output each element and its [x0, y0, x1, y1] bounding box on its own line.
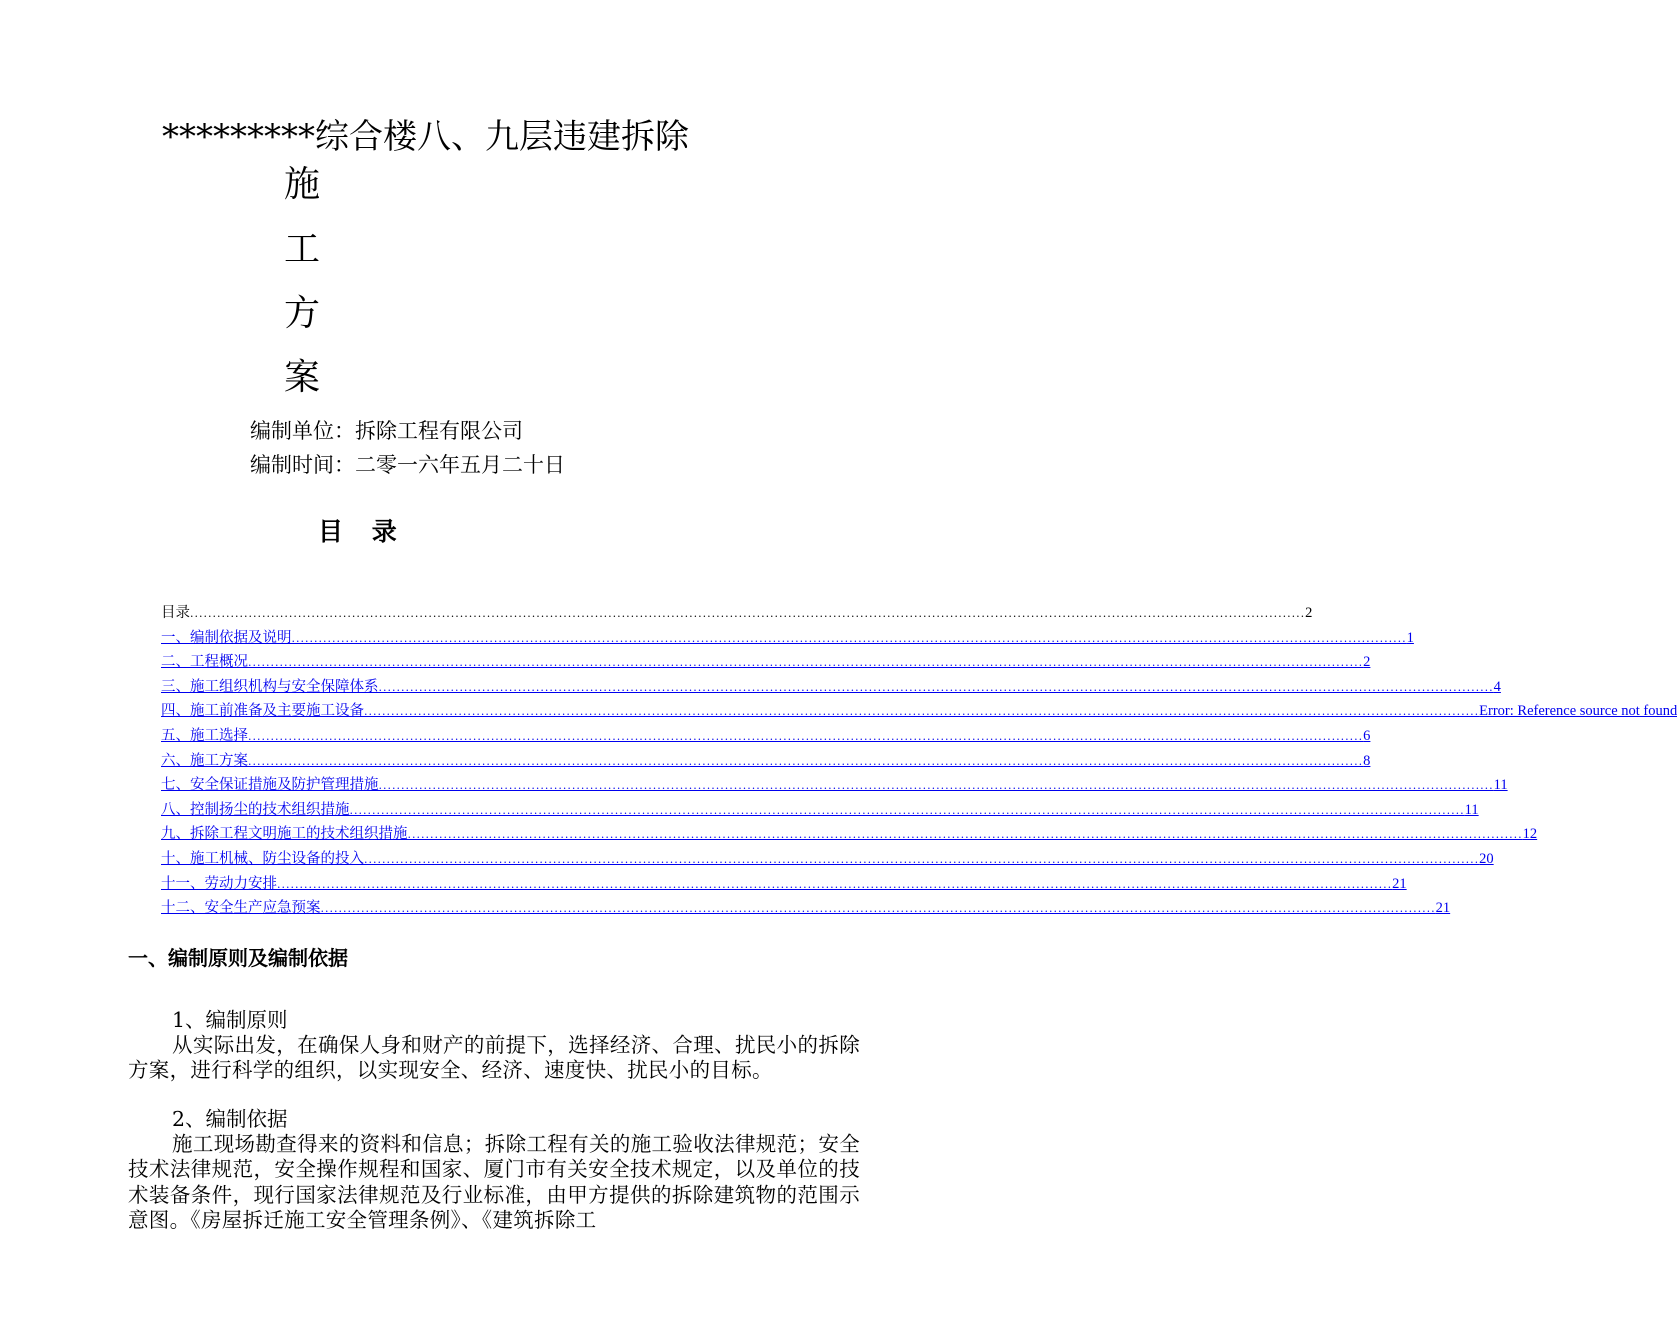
toc-entry-link[interactable] [161, 800, 1479, 825]
toc-leader[interactable]: ........................................................................................................................................................................................................................................................ [248, 729, 1364, 743]
toc-entry-page[interactable]: 11 [1464, 801, 1479, 818]
toc-leader[interactable]: ........................................................................................................................................................................................................................................................ [291, 631, 1407, 645]
toc-entry-link[interactable] [161, 751, 1371, 776]
toc-entry-label[interactable]: 九、拆除工程文明施工的技术组织措施 [161, 826, 408, 843]
toc-leader[interactable]: ........................................................................................................................................................................................................................................................ [407, 828, 1523, 842]
toc-entry [161, 603, 1313, 628]
toc-leader[interactable]: ........................................................................................................................................................................................................................................................ [378, 779, 1494, 793]
toc-entry-link[interactable] [161, 726, 1371, 751]
sub-heading-basis: 2、编制依据 [172, 1107, 288, 1131]
toc-entry-label[interactable]: 二、工程概况 [161, 654, 248, 671]
toc-entry-label[interactable]: 八、控制扬尘的技术组织措施 [161, 801, 350, 818]
paragraph-basis [128, 1132, 860, 1234]
toc-entry-link[interactable] [161, 701, 1677, 726]
toc-entry-page[interactable]: 21 [1392, 875, 1407, 892]
toc-entry-label[interactable]: 五、施工选择 [161, 727, 248, 744]
toc-entry-label[interactable]: 一、编制依据及说明 [161, 629, 292, 646]
paragraph-text: 从实际出发，在确保人身和财产的前提下，选择经济、合理、扰民小的拆除方案，进行科学的组织，以实现安全、经济、速度快、扰民小的目标。 [128, 1033, 860, 1083]
toc-entry-link[interactable] [161, 824, 1538, 849]
toc-entry-page[interactable]: 6 [1363, 727, 1371, 744]
section-heading: 一、编制原则及编制依据 [128, 946, 348, 970]
toc-entry-label[interactable]: 十、施工机械、防尘设备的投入 [161, 850, 364, 867]
toc-leader[interactable]: ........................................................................................................................................................................................................................................................ [349, 803, 1465, 817]
vertical-title-char-3: 方 [284, 293, 321, 334]
toc-entry-page: 2 [1305, 605, 1313, 621]
toc-entry-link[interactable] [161, 677, 1501, 702]
toc-entry-link[interactable] [161, 874, 1407, 899]
paragraph-text: 施工现场勘查得来的资料和信息；拆除工程有关的施工验收法律规范；安全技术法律规范，安全操作规程和国家、厦门市有关安全技术规定，以及单位的技术装备条件，现行国家法律规范及行业标准，由甲方提供的拆除建筑物的范围示意图。《房屋拆迁施工安全管理条例》、《建筑拆除工 [128, 1132, 860, 1233]
toc-leader[interactable]: ........................................................................................................................................................................................................................................................ [378, 680, 1494, 694]
toc-entry-link[interactable] [161, 652, 1371, 677]
toc-leader[interactable]: ........................................................................................................................................................................................................................................................ [248, 656, 1364, 670]
toc-entry-link[interactable] [161, 849, 1494, 874]
toc-entry-page[interactable]: 8 [1363, 752, 1371, 769]
compiling-date: 编制时间：二零一六年五月二十日 [250, 453, 565, 477]
toc-entry-link[interactable] [161, 775, 1508, 800]
toc-leader[interactable]: ........................................................................................................................................................................................................................................................ [320, 902, 1436, 916]
toc-entry-label[interactable]: 四、施工前准备及主要施工设备 [161, 703, 364, 720]
toc-entry-page[interactable]: 20 [1479, 850, 1494, 867]
toc-entry-page[interactable]: 21 [1435, 900, 1451, 917]
sub-heading-principles: 1、编制原则 [172, 1008, 288, 1032]
toc-heading: 目 录 [318, 517, 407, 546]
toc-leader[interactable]: ........................................................................................................................................................................................................................................................ [364, 705, 1480, 719]
toc-entry-label[interactable]: 十一、劳动力安排 [161, 875, 277, 892]
toc-entry-page[interactable]: 2 [1363, 654, 1371, 671]
toc-leader[interactable]: ........................................................................................................................................................................................................................................................ [277, 877, 1393, 891]
toc-entry-label[interactable]: 六、施工方案 [161, 752, 248, 769]
toc-entry-link[interactable] [161, 628, 1414, 653]
vertical-title-char-4: 案 [284, 357, 321, 398]
toc-entry-page[interactable]: 12 [1522, 826, 1538, 843]
vertical-title-char-1: 施 [284, 164, 321, 205]
toc-entry-label[interactable]: 三、施工组织机构与安全保障体系 [161, 678, 379, 695]
toc-entry-label[interactable]: 十二、安全生产应急预案 [161, 900, 321, 917]
vertical-title-char-2: 工 [284, 229, 321, 270]
toc-leader: ........................................................................................................................................................................................................................................................ [190, 607, 1306, 620]
toc-leader[interactable]: ........................................................................................................................................................................................................................................................ [248, 754, 1364, 768]
toc-entry-page[interactable]: 11 [1493, 777, 1508, 794]
table-of-contents [161, 603, 1677, 923]
toc-entry-page[interactable]: 4 [1493, 678, 1501, 695]
toc-entry-label[interactable]: 七、安全保证措施及防护管理措施 [161, 777, 379, 794]
paragraph-principles [128, 1033, 860, 1084]
document-title: *********综合楼八、九层违建拆除 [162, 117, 689, 157]
toc-entry-label: 目录 [161, 605, 190, 621]
compiling-unit: 编制单位：拆除工程有限公司 [250, 419, 523, 443]
toc-entry-page[interactable]: Error: Reference source not found [1479, 703, 1677, 720]
toc-leader[interactable]: ........................................................................................................................................................................................................................................................ [364, 852, 1480, 866]
toc-entry-link[interactable] [161, 898, 1451, 923]
toc-entry-page[interactable]: 1 [1406, 629, 1414, 646]
